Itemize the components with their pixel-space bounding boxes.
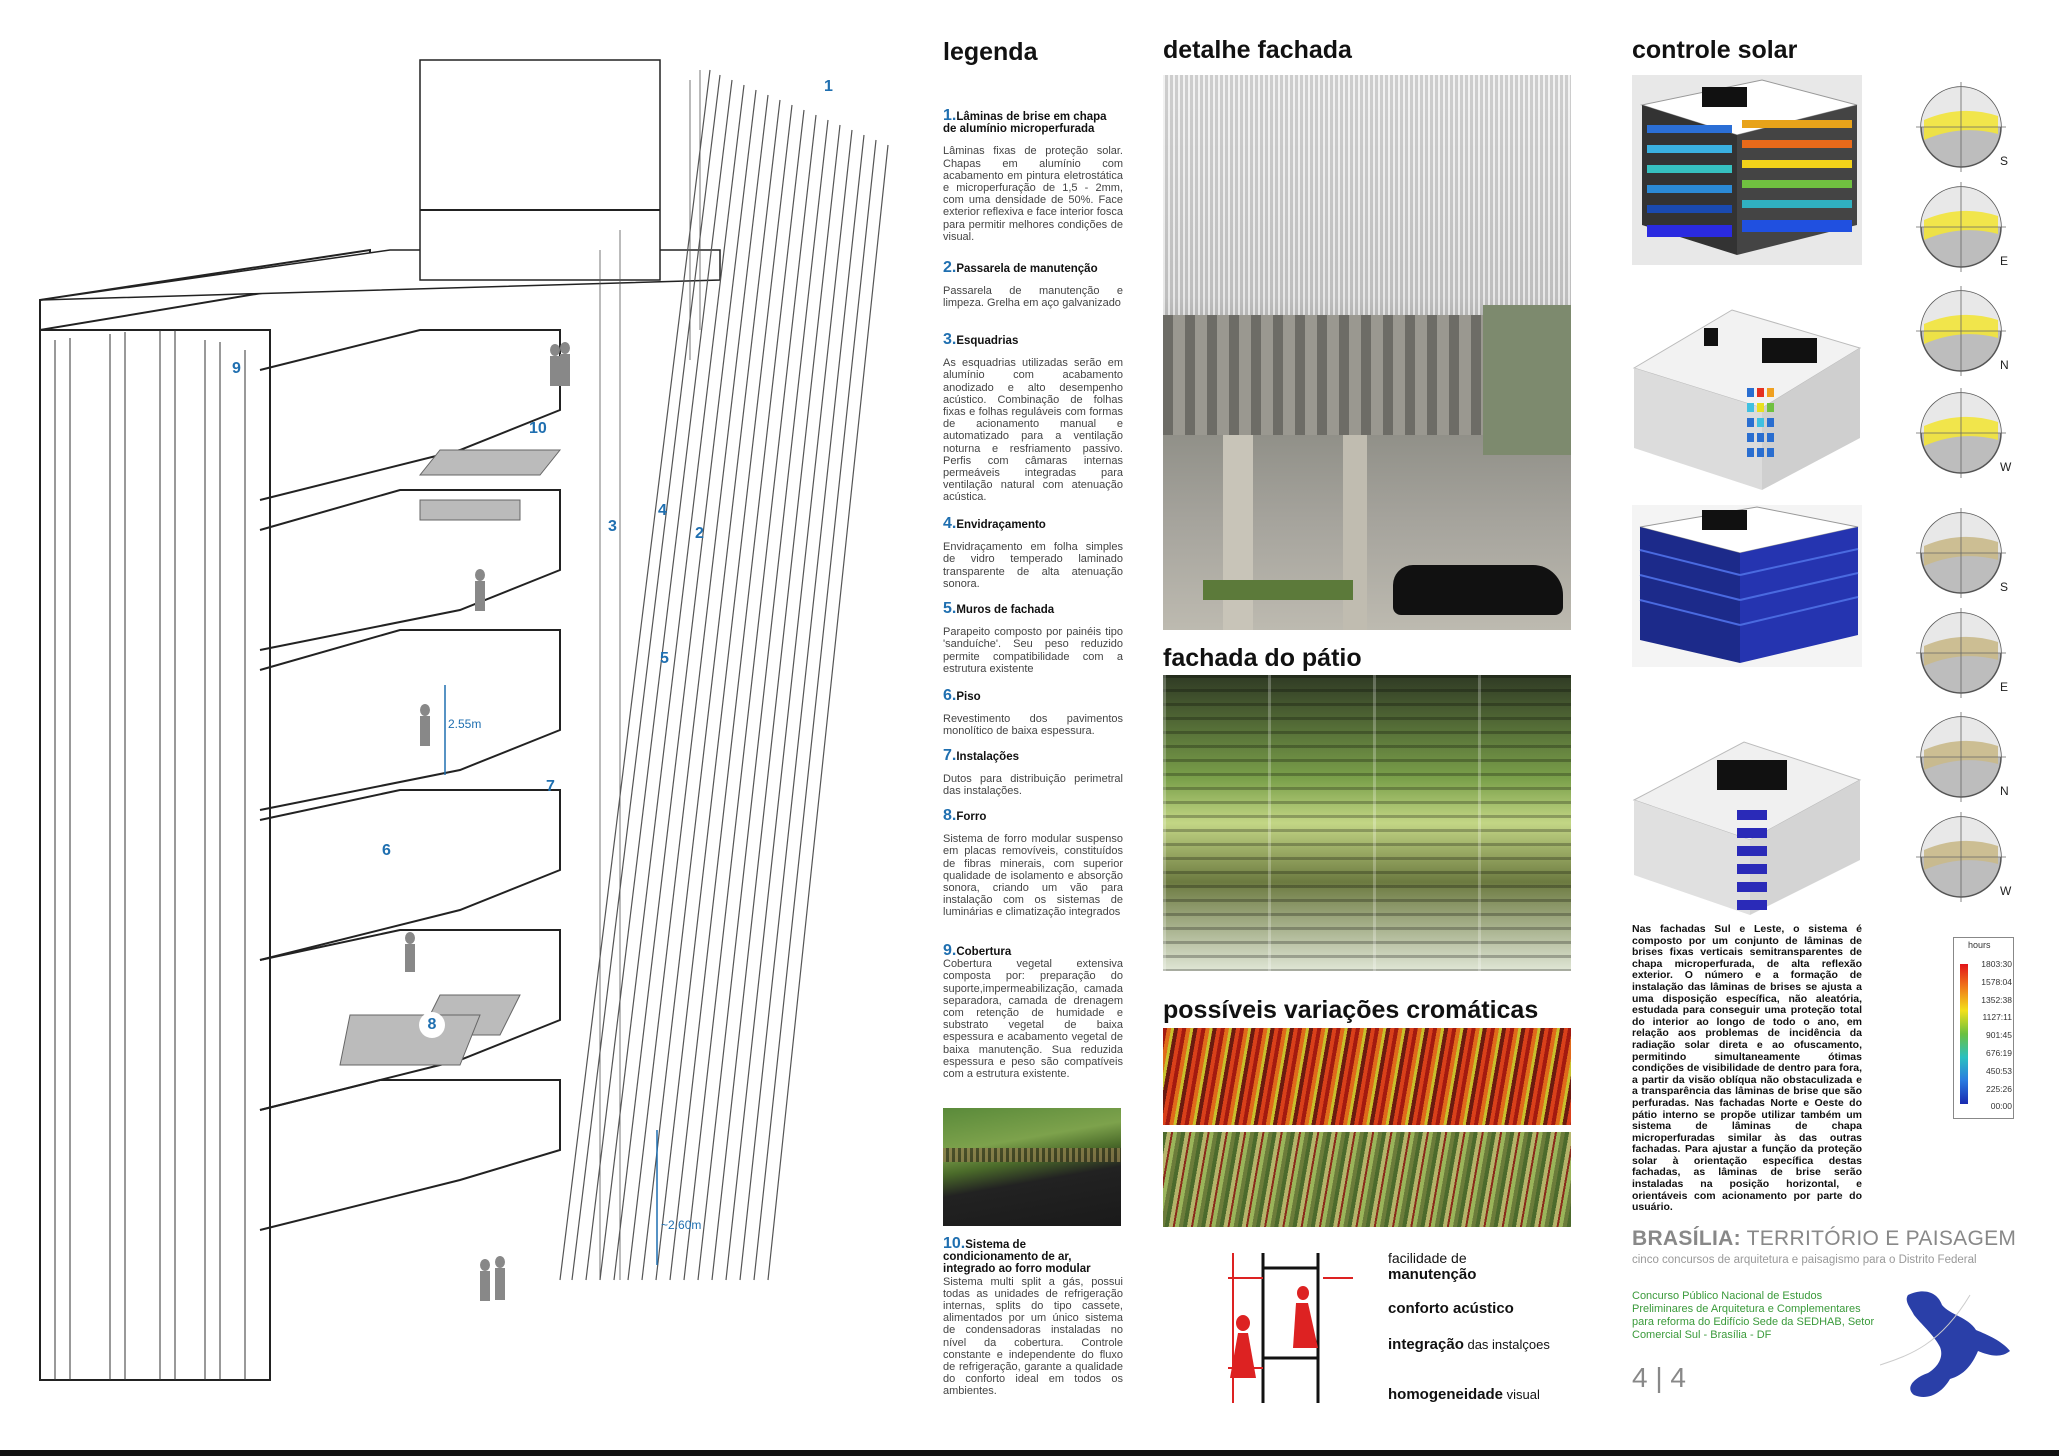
- feature-manutencao: facilidade de manutenção: [1388, 1250, 1477, 1283]
- solar-render-3: [1632, 505, 1862, 667]
- green-roof-photo: [943, 1108, 1121, 1226]
- dimension-floor-height: 2.55m: [448, 717, 482, 731]
- solar-render-2: [1632, 308, 1862, 490]
- dial-direction-label: E: [2000, 680, 2009, 694]
- sun-path-dial: [1916, 608, 2009, 698]
- scale-title: hours: [1968, 940, 1991, 950]
- dial-direction-label: N: [2000, 784, 2009, 798]
- dial-direction-label: S: [2000, 154, 2009, 168]
- sun-path-dial: [1916, 812, 2006, 902]
- solar-control-text: Nas fachadas Sul e Leste, o sistema é composto por um conjunto de lâminas de brises fixas verticais semitransparentes de chapa microperfurada, de alta reflexão exterior. O número e a formação de instalação das lâminas de brises se ajusta a uma disposição específica, não aleatória, estudada para conseguir uma proteção total do interior ao longo de todo o ano, em relação aos problemas de incidência da radiação solar direta e ao ofuscamento, permitindo simultaneamente ótimas condições de visibilidade de dentro para fora, a partir da visão oblíqua não obstaculizada e a transparência das lâminas de brise que são perfuradas. Nas fachadas Norte e Oeste do pátio interno se propõe utilizar também um sistema de lâminas de chapa microperfuradas similar às das outras fachadas. Para ajustar a função da proteção solar à orientação específica destas fachadas, as lâminas de brise serão instaladas na posição horizontal, e orientáveis com acionamento por parte do usuário.: [1632, 923, 1862, 1214]
- dial-direction-label: N: [2000, 358, 2009, 372]
- scale-labels: 1803:30 1578:04 1352:38 1127:11 901:45 676:19 450:53 225:26 00:00: [1981, 959, 2012, 1112]
- variacoes-title: possíveis variações cromáticas: [1163, 996, 1539, 1024]
- callout-4: 4: [658, 502, 667, 519]
- legend-item-7: 7.Instalações Dutos para distribuição perimetral das instalações.: [943, 747, 1123, 798]
- legend-item-2: 2.Passarela de manutenção Passarela de manutenção e limpeza. Grelha em aço galvanizado: [943, 259, 1123, 310]
- legend-title: legenda: [943, 38, 1038, 66]
- brand-subtitle: cinco concursos de arquitetura e paisagismo para o Distrito Federal: [1632, 1254, 1977, 1266]
- brise-diagram: [1208, 1248, 1358, 1408]
- sun-path-dial: [1916, 182, 2009, 272]
- callout-10: 10: [529, 420, 547, 437]
- controle-solar-title: controle solar: [1632, 36, 1798, 64]
- fachada-patio-title: fachada do pátio: [1163, 644, 1362, 672]
- brand-title: BRASÍLIA: TERRITÓRIO E PAISAGEM: [1632, 1227, 2017, 1250]
- solar-render-4: [1632, 740, 1862, 915]
- legend-item-8: 8.Forro Sistema de forro modular suspenso em placas removíveis, constituídos de fibras minerais, com superior qualidade de isolamento e absorção sonora, criando um vão para instalação com os sistemas de luminárias e climatização integrados: [943, 807, 1123, 919]
- callout-6: 6: [382, 842, 391, 859]
- legend-item-5: 5.Muros de fachada Parapeito composto por painéis tipo 'sanduíche'. Seu peso reduzido permite compatibilidade com a estrutura existente: [943, 600, 1123, 675]
- patio-facade-photo: [1163, 675, 1571, 971]
- detalhe-fachada-title: detalhe fachada: [1163, 36, 1352, 64]
- feature-conforto: conforto acústico: [1388, 1300, 1514, 1317]
- sun-path-dial: [1916, 388, 2006, 478]
- contest-description: Concurso Público Nacional de Estudos Preliminares de Arquitetura e Complementares para reforma do Edifício Sede da SEDHAB, Setor Comercial Sul - Brasília - DF: [1632, 1290, 1875, 1341]
- facade-detail-photo: [1163, 75, 1571, 630]
- callout-7: 7: [546, 778, 555, 795]
- color-variation-green: [1163, 1132, 1571, 1227]
- feature-homogeneidade: homogeneidade visual: [1388, 1386, 1540, 1403]
- brasilia-lake-map: [1880, 1275, 2020, 1415]
- sun-path-dial: [1916, 82, 2009, 172]
- callout-8: 8: [419, 1012, 445, 1038]
- legend-item-3: 3.Esquadrias As esquadrias utilizadas serão em alumínio com acabamento anodizado e alto desempenho acústico. Combinação de folhas fixas e folhas reguláveis com formas de acionamento manual e automatizado para a ventilação noturna e resfriamento passivo. Perfis com câmaras internas permeáveis integradas para ventilação natural com atenuação acústica.: [943, 331, 1123, 504]
- legend-item-1: 1.Lâminas de brise em chapa de alumínio microperfurada Lâminas fixas de proteção solar. Chapas em alumínio com acabamento em pintura eletrostática e microperfuração de 1,5 - 2mm, com uma densidade de 50%. Face exterior reflexiva e face interior fosca para permitir melhores condições de visual.: [943, 107, 1123, 243]
- callout-3: 3: [608, 518, 617, 535]
- callout-5: 5: [660, 650, 669, 667]
- callout-9: 9: [232, 360, 241, 377]
- legend-item-9: 9.Cobertura Cobertura vegetal extensiva composta por: preparação do suporte,impermeabilização, camada separadora, camada de drenagem com retenção de humidade e substrato vegetal de baixa espessura e acabamento vegetal de baixa manutenção. Sua reduzida espessura e peso são compatíveis com a estrutura existente.: [943, 942, 1123, 1081]
- dimension-ground-height: ~2.60m: [661, 1218, 702, 1232]
- dial-direction-label: W: [2000, 884, 2012, 898]
- sun-path-dial: [1916, 712, 2006, 802]
- sun-path-dial: [1916, 508, 2009, 598]
- solar-render-1: [1632, 75, 1862, 265]
- legend-item-10: 10.Sistema de condicionamento de ar, integrado ao forro modular Sistema multi split a gás, possui todas as unidades de refrigeração internas, splits do tipo cassete, alimentados por um único sistema de condensadoras instaladas no nível da cobertura. Controle constante e independente do fluxo de refrigeração, garante a qualidade do conforto ideal em todos os ambientes.: [943, 1235, 1123, 1398]
- bottom-rule: [0, 1450, 2059, 1456]
- hours-color-scale: [1953, 937, 2014, 1119]
- dial-direction-label: W: [2000, 460, 2012, 474]
- dial-direction-label: E: [2000, 254, 2009, 268]
- scale-bar: [1960, 964, 1968, 1104]
- color-variation-red: [1163, 1028, 1571, 1125]
- feature-integracao: integração das instalçoes: [1388, 1336, 1550, 1353]
- dial-direction-label: S: [2000, 580, 2009, 594]
- legend-item-6: 6.Piso Revestimento dos pavimentos monolítico de baixa espessura.: [943, 687, 1123, 738]
- legend-item-4: 4.Envidraçamento Envidraçamento em folha simples de vidro temperado laminado transparente de alta atenuação sonora.: [943, 515, 1123, 590]
- callout-1: 1: [824, 78, 833, 95]
- sun-path-dial: [1916, 286, 2006, 376]
- callout-2: 2: [695, 525, 704, 542]
- page-number: 4 | 4: [1632, 1362, 1686, 1393]
